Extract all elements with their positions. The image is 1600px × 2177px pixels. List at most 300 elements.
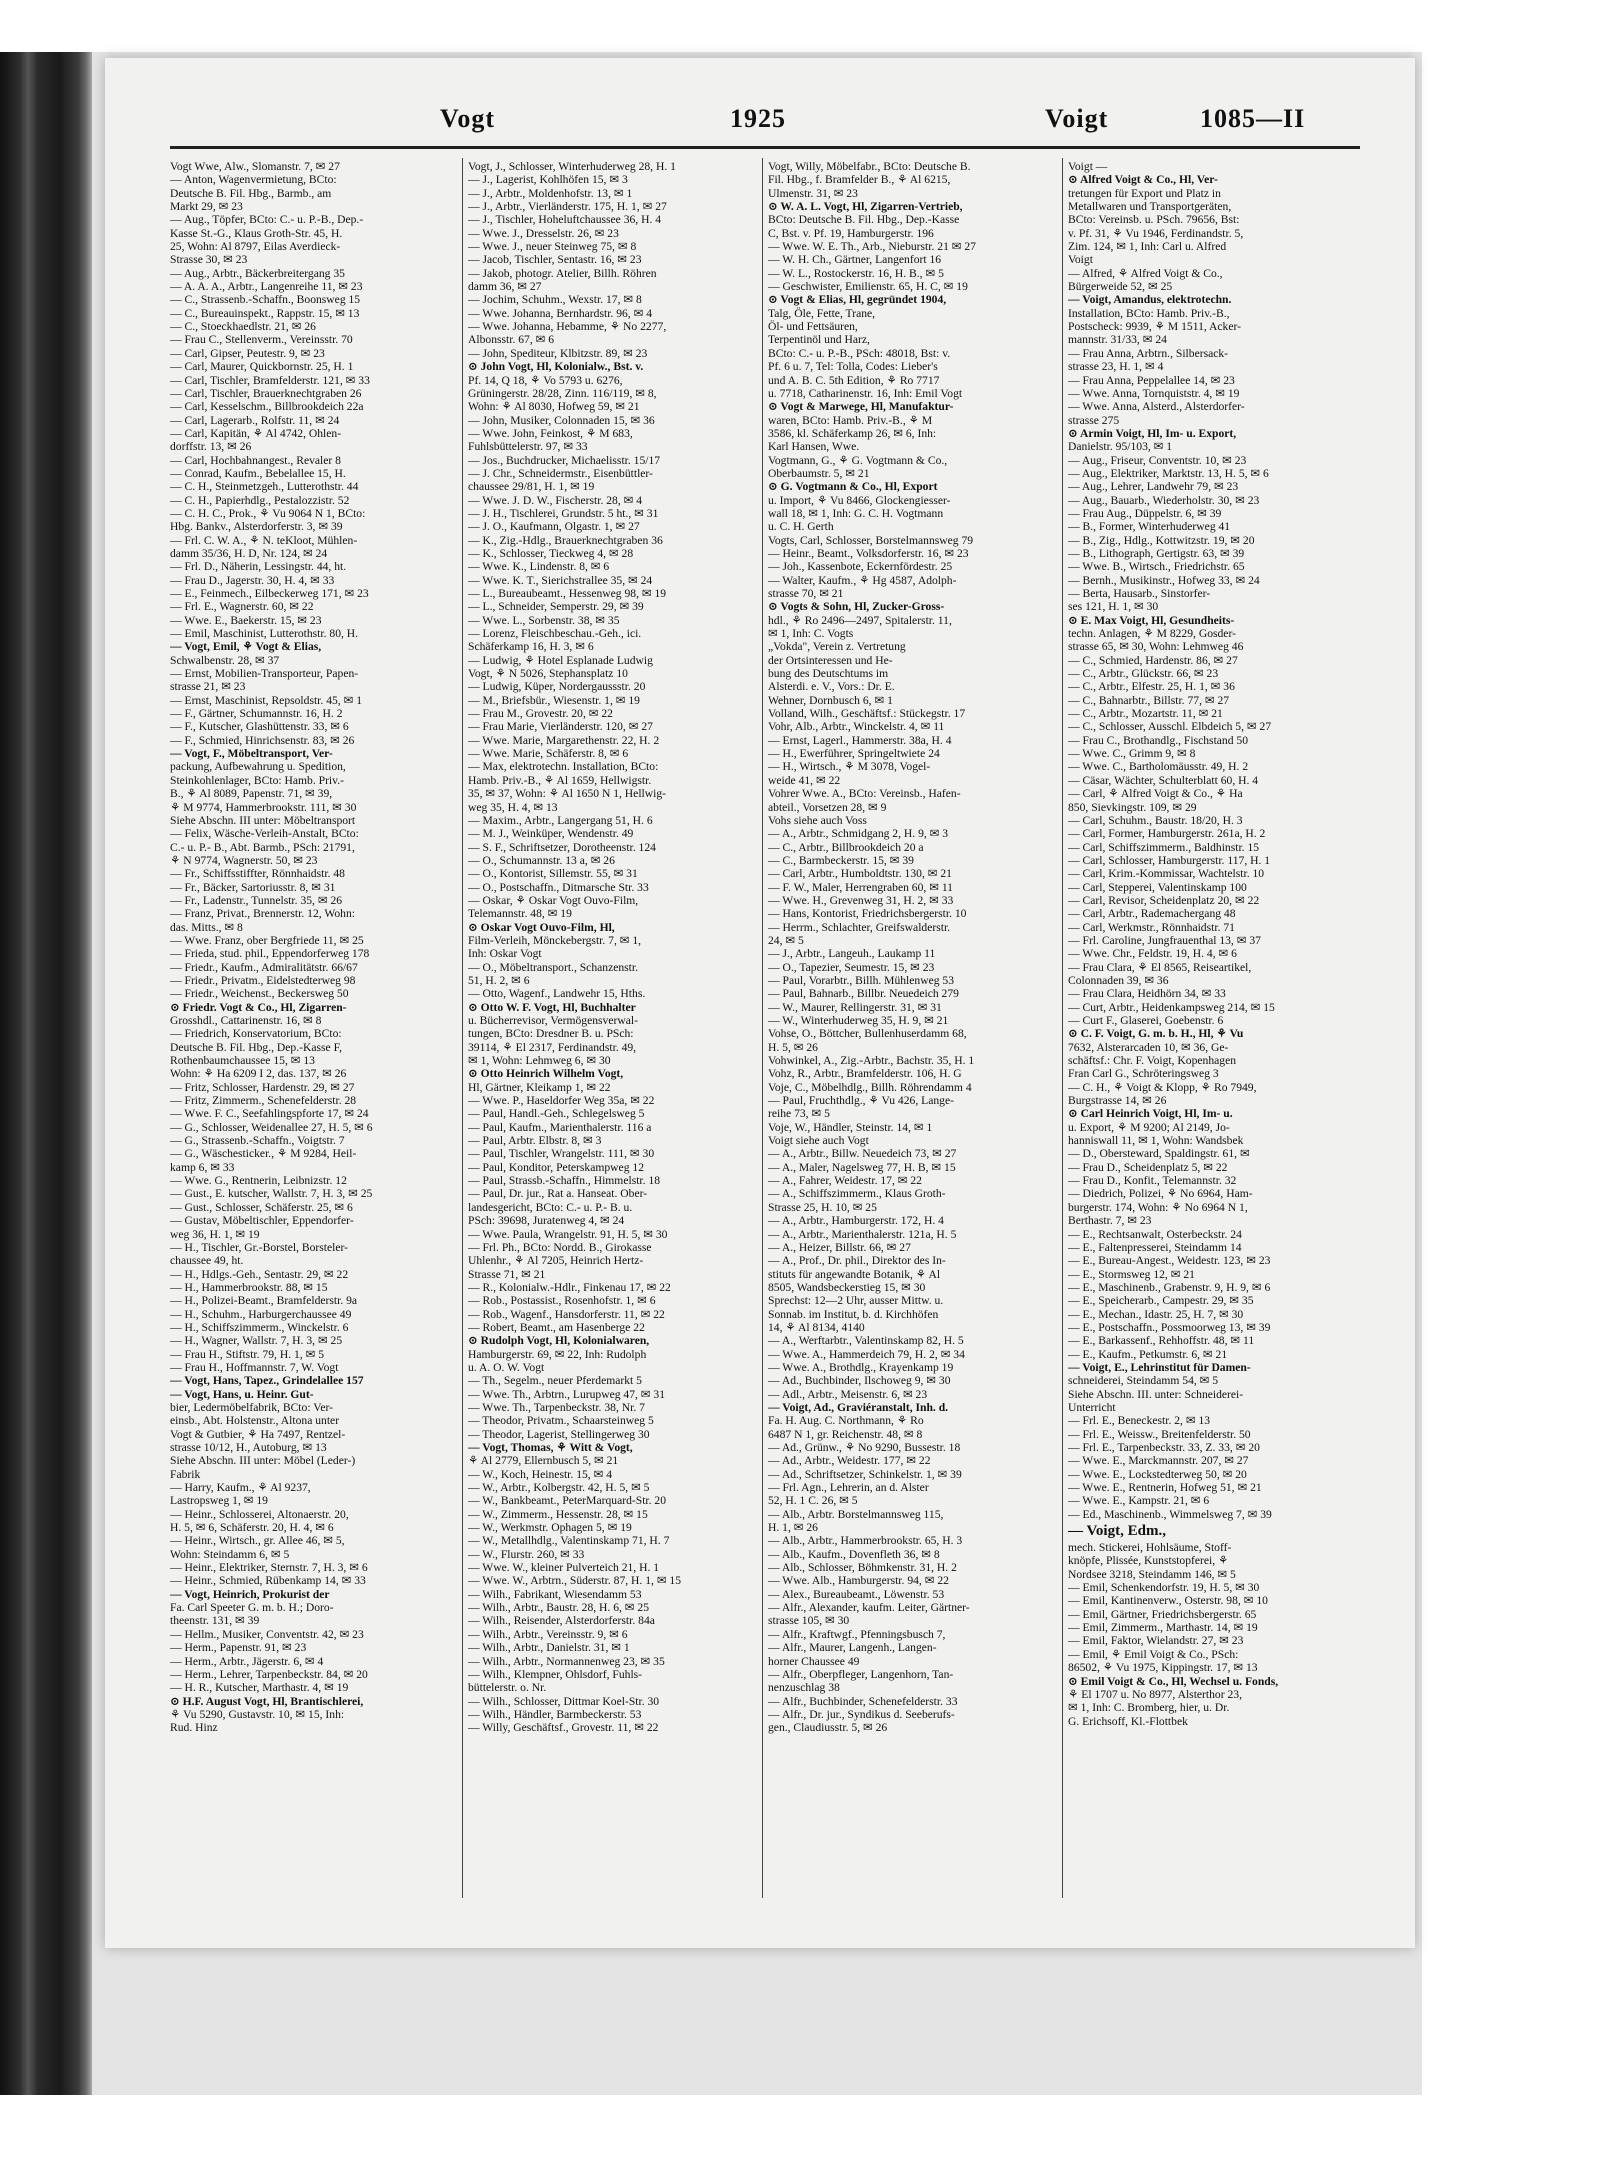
directory-entry-line: — Alfr., Dr. jur., Syndikus d. Seeberufs-	[768, 1707, 955, 1721]
directory-entry-line: büttelerstr. o. Nr.	[468, 1681, 547, 1695]
directory-entry-line: — F. W., Maler, Herrengraben 60, ✉ 11	[768, 880, 953, 894]
directory-entry-line: — E., Mechan., Idastr. 25, H. 7, ✉ 30	[1068, 1307, 1244, 1321]
directory-entry-line: — J. Chr., Schneidermstr., Eisenbüttler-	[468, 466, 653, 480]
directory-entry-line: — Emil, Kantinenverw., Osterstr. 98, ✉ 10	[1068, 1594, 1268, 1608]
directory-entry-line: — Herm., Arbtr., Jägerstr. 6, ✉ 4	[170, 1654, 324, 1668]
directory-entry-line: — Carl, Kesselschm., Billbrookdeich 22a	[170, 400, 364, 414]
directory-entry-line: — R., Kolonialw.-Hdlr., Finkenau 17, ✉ 22	[468, 1280, 671, 1294]
directory-entry-line: Bürgerweide 52, ✉ 25	[1068, 280, 1173, 294]
directory-entry-line: u. A. O. W. Vogt	[468, 1360, 545, 1374]
directory-entry-line: — Oskar, ⚘ Oskar Vogt Ouvo-Film,	[468, 893, 639, 907]
directory-entry-line: — Wwe. J., neuer Steinweg 75, ✉ 8	[468, 240, 637, 254]
directory-entry-line: — E., Feinmech., Eilbeckerweg 171, ✉ 23	[170, 587, 369, 600]
directory-entry-line: Danielstr. 95/103, ✉ 1	[1068, 440, 1173, 454]
directory-entry-line: packung, Aufbewahrung u. Spedition,	[170, 760, 346, 774]
directory-entry-line: Lastropsweg 1, ✉ 19	[170, 1494, 268, 1508]
directory-entry-line: — Alfr., Buchbinder, Schenefelderstr. 33	[768, 1694, 958, 1708]
directory-entry-line: — C. H., Steinmetzgeh., Lutterothstr. 44	[170, 480, 359, 494]
directory-entry-line: — A., Heizer, Billstr. 66, ✉ 27	[768, 1240, 911, 1254]
directory-entry-line: ⊙ G. Vogtmann & Co., Hl, Export	[768, 480, 938, 494]
directory-entry-line: u. C. H. Gerth	[768, 520, 834, 534]
directory-entry-line: — Rob., Postassist., Rosenhofstr. 1, ✉ 6	[468, 1294, 656, 1308]
directory-entry-line: Sprechst: 12—2 Uhr, ausser Mittw. u.	[768, 1294, 944, 1308]
directory-entry-line: weide 41, ✉ 22	[768, 773, 841, 787]
directory-entry-line: PSch: 39698, Juratenweg 4, ✉ 24	[468, 1214, 625, 1228]
directory-column-4	[1068, 160, 1360, 1900]
directory-entry-line: — Wwe. Anna, Tornquiststr. 4, ✉ 19	[1068, 386, 1240, 400]
directory-entry-line: Vogt, J., Schlosser, Winterhuderweg 28, H. 1	[468, 160, 676, 173]
directory-entry-line: — Frl. E., Beneckestr. 2, ✉ 13	[1068, 1414, 1211, 1428]
directory-entry-line: — Wwe. P., Haseldorfer Weg 35a, ✉ 22	[468, 1094, 655, 1108]
directory-entry-line: Steinkohlenlager, BCto: Hamb. Priv.-	[170, 773, 344, 787]
directory-entry-line: — E., Bureau-Angest., Weidestr. 123, ✉ 23	[1068, 1254, 1271, 1268]
directory-entry-line: — Frl. E., Tarpenbeckstr. 33, Z. 33, ✉ 20	[1068, 1441, 1260, 1454]
directory-entry-line: Fran Carl G., Schröteringsweg 3	[1068, 1067, 1219, 1081]
directory-entry-line: — Wwe. Franz, ober Bergfriede 11, ✉ 25	[170, 933, 364, 947]
directory-entry-line: Vogt Wwe, Alw., Slomanstr. 7, ✉ 27	[170, 160, 340, 173]
directory-entry-line: — H., Schiffszimmerm., Winckelstr. 6	[170, 1320, 349, 1334]
directory-entry-line: Film-Verleih, Mönckebergstr. 7, ✉ 1,	[468, 933, 642, 947]
directory-entry-line: — W., Winterhuderweg 35, H. 9, ✉ 21	[768, 1014, 949, 1027]
directory-entry-line: — Heinr., Elektriker, Sternstr. 7, H. 3, ✉ 6	[170, 1561, 368, 1575]
directory-entry-line: 51, H. 2, ✉ 6	[468, 973, 530, 987]
directory-entry-line: — Wilh., Fabrikant, Wiesendamm 53	[468, 1587, 642, 1601]
directory-entry-line: horner Chaussee 49	[768, 1654, 860, 1668]
directory-entry-line: ⊙ H.F. August Vogt, Hl, Brantischlerei,	[170, 1694, 364, 1708]
directory-entry-line: — F., Schmied, Hinrichsenstr. 83, ✉ 26	[170, 733, 355, 747]
directory-entry-line: — Aug., Bauarb., Wiederholstr. 30, ✉ 23	[1068, 493, 1260, 507]
directory-entry-line: BCto: C.- u. P.-B., PSch: 48018, Bst: v.	[768, 346, 951, 360]
directory-entry-line: — Diedrich, Polizei, ⚘ No 6964, Ham-	[1068, 1187, 1253, 1201]
directory-entry-line: — Jakob, photogr. Atelier, Billh. Röhren	[468, 266, 657, 280]
directory-entry-line: 7632, Alsterarcaden 10, ✉ 36, Ge-	[1068, 1040, 1229, 1054]
directory-entry-line: — B., Zig., Hdlg., Kottwitzstr. 19, ✉ 20	[1068, 533, 1255, 547]
directory-entry-line: — Friedr., Kaufm., Admiralitätstr. 66/67	[170, 960, 358, 974]
directory-entry-line: H. 5, ✉ 26	[768, 1040, 818, 1054]
header-page-number: 1085—II	[1200, 104, 1306, 133]
directory-entry-line: — Alfr., Maurer, Langenh., Langen-	[768, 1641, 937, 1655]
directory-entry-line: — Ludwig, Küper, Nordergaussstr. 20	[468, 680, 646, 694]
directory-entry-line: Vogtmann, G., ⚘ G. Vogtmann & Co.,	[768, 453, 948, 467]
directory-entry-line: — Felix, Wäsche-Verleih-Anstalt, BCto:	[170, 827, 359, 841]
directory-entry-line: — L., Bureaubeamt., Hessenweg 98, ✉ 19	[468, 587, 667, 600]
directory-entry-line: — Ernst, Lagerl., Hammerstr. 38a, H. 4	[768, 733, 952, 747]
directory-entry-line: — Frl. C. W. A., ⚘ N. teKloot, Mühlen-	[170, 533, 358, 547]
directory-entry-line: — C., Bureauinspekt., Rappstr. 15, ✉ 13	[170, 306, 360, 320]
directory-entry-line: — Frl. Agn., Lehrerin, an d. Alster	[768, 1481, 929, 1495]
directory-entry-line: — Frau D., Jagerstr. 30, H. 4, ✉ 33	[170, 573, 335, 587]
directory-entry-line: u. Import, ⚘ Vu 8466, Glockengiesser-	[768, 493, 951, 507]
directory-entry-line: — Alfr., Alexander, kaufm. Leiter, Gärtner-	[768, 1601, 970, 1615]
directory-entry-line: — H., Ewerführer, Springeltwiete 24	[768, 747, 940, 761]
directory-entry-line: — Fr., Bäcker, Sartoriusstr. 8, ✉ 31	[170, 880, 336, 894]
directory-entry-line: Schäferkamp 16, H. 3, ✉ 6	[468, 640, 594, 654]
directory-entry-line: — John, Musiker, Colonnaden 15, ✉ 36	[468, 413, 655, 427]
directory-entry-line: Rud. Hinz	[170, 1721, 218, 1735]
directory-entry-line: ⊙ Alfred Voigt & Co., Hl, Ver-	[1068, 173, 1218, 187]
directory-entry-line: tungen, BCto: Dresdner B. u. PSch:	[468, 1027, 634, 1041]
directory-entry-line: — Vogt, Heinrich, Prokurist der	[170, 1587, 330, 1601]
directory-entry-line: — Jacob, Tischler, Sentastr. 16, ✉ 23	[468, 253, 642, 267]
directory-entry-line: — E., Speicherarb., Campestr. 29, ✉ 35	[1068, 1294, 1254, 1308]
directory-entry-line: — H., Hammerbrookstr. 88, ✉ 15	[170, 1280, 328, 1294]
directory-entry-line: — Wwe. E., Marckmannstr. 207, ✉ 27	[1068, 1454, 1249, 1468]
directory-entry-line: burgerstr. 174, Wohn: ⚘ No 6964 N 1,	[1068, 1200, 1248, 1214]
directory-entry-line: Rothenbaumchaussee 15, ✉ 13	[170, 1054, 315, 1068]
directory-entry-line: Fil. Hbg., f. Bramfelder B., ⚘ Al 6215,	[768, 173, 951, 187]
directory-entry-line: gen., Claudiusstr. 5, ✉ 26	[768, 1721, 888, 1735]
directory-entry-line: — C., Arbtr., Billbrookdeich 20 a	[768, 840, 924, 854]
directory-entry-line: — Carl, Werkmstr., Rönnhaidstr. 71	[1068, 920, 1235, 934]
directory-entry-line: — Wwe. E., Rentnerin, Hofweg 51, ✉ 21	[1068, 1481, 1262, 1495]
directory-entry-line: — Paul, Kaufm., Marienthalerstr. 116 a	[468, 1120, 652, 1134]
directory-entry-line: — A., Fahrer, Weidestr. 17, ✉ 22	[768, 1174, 922, 1188]
directory-entry-line: 52, H. 1 C. 26, ✉ 5	[768, 1494, 858, 1508]
directory-entry-line: — Franz, Privat., Brennerstr. 12, Wohn:	[170, 907, 355, 921]
directory-entry-line: — Wilh., Händler, Barmbeckerstr. 53	[468, 1707, 642, 1721]
directory-entry-line: — Vogt, Thomas, ⚘ Witt & Vogt,	[468, 1441, 633, 1454]
directory-entry-line: — Paul, Vorarbtr., Billh. Mühlenweg 53	[768, 973, 955, 987]
directory-entry-line: — Carl, Krim.-Kommissar, Wachtelstr. 10	[1068, 867, 1265, 881]
directory-entry-line: — Heinr., Beamt., Volksdorferstr. 16, ✉ 23	[768, 546, 969, 560]
directory-entry-line: — Wwe. J. D. W., Fischerstr. 28, ✉ 4	[468, 493, 643, 507]
directory-entry-line: — Theodor, Lagerist, Stellingerweg 30	[468, 1427, 650, 1441]
directory-entry-line: Pf. 14, Q 18, ⚘ Vo 5793 u. 6276,	[468, 373, 623, 387]
directory-entry-line: — Carl, Arbtr., Humboldtstr. 130, ✉ 21	[768, 867, 952, 881]
header-rule	[170, 146, 1360, 149]
directory-entry-line: — A., Arbtr., Hamburgerstr. 172, H. 4	[768, 1214, 944, 1228]
header-year: 1925	[730, 104, 786, 133]
directory-entry-line: strasse 105, ✉ 30	[768, 1614, 850, 1628]
directory-entry-line: — Wwe. F. C., Seefahlingspforte 17, ✉ 24	[170, 1107, 369, 1121]
directory-entry-line: — Wwe. Chr., Feldstr. 19, H. 4, ✉ 6	[1068, 947, 1237, 961]
directory-entry-line: — Paul, Tischler, Wrangelstr. 111, ✉ 30	[468, 1147, 655, 1161]
directory-entry-line: — W., Zimmerm., Hessenstr. 28, ✉ 15	[468, 1507, 648, 1521]
directory-entry-line: — O., Schumannstr. 13 a, ✉ 26	[468, 853, 615, 867]
directory-entry-line: — Frl. Ph., BCto: Nordd. B., Girokasse	[468, 1240, 652, 1254]
directory-entry-line: Uhlenhr., ⚘ Al 7205, Heinrich Hertz-	[468, 1254, 644, 1268]
directory-entry-line: — Alfred, ⚘ Alfred Voigt & Co.,	[1068, 266, 1223, 280]
directory-entry-line: — Frau C., Brothandlg., Fischstand 50	[1068, 733, 1249, 747]
directory-entry-line: 39114, ⚘ El 2317, Ferdinandstr. 49,	[468, 1040, 637, 1054]
directory-entry-line: — J. H., Tischlerei, Grundstr. 5 ht., ✉ 31	[468, 506, 659, 520]
directory-entry-line: ⚘ Vu 5290, Gustavstr. 10, ✉ 15, Inh:	[170, 1707, 345, 1721]
directory-entry-line: u. Bücherrevisor, Vermögensverwal-	[468, 1014, 638, 1027]
directory-entry-line: — W. H. Ch., Gärtner, Langenfort 16	[768, 253, 942, 267]
directory-entry-line: — Wilh., Arbtr., Baustr. 28, H. 6, ✉ 25	[468, 1601, 650, 1615]
directory-entry-line: — O., Tapezier, Seumestr. 15, ✉ 23	[768, 960, 935, 974]
directory-entry-line: — H., Wirtsch., ⚘ M 3078, Vogel-	[768, 760, 931, 774]
directory-entry-line: — Wwe. C., Bartholomäusstr. 49, H. 2	[1068, 760, 1249, 774]
directory-entry-line: — A., Werftarbtr., Valentinskamp 82, H. 5	[768, 1334, 964, 1348]
directory-entry-line: — Frau Clara, Heidhörn 34, ✉ 33	[1068, 987, 1226, 1001]
directory-entry-line: — W., Maurer, Rellingerstr. 31, ✉ 31	[768, 1000, 942, 1014]
directory-entry-line: — A., Arbtr., Marienthalerstr. 121a, H. 5	[768, 1227, 957, 1241]
directory-entry-line: ⊙ Friedr. Vogt & Co., Hl, Zigarren-	[170, 1000, 347, 1014]
directory-entry-line: — Carl, Schuhm., Baustr. 18/20, H. 3	[1068, 813, 1243, 827]
directory-entry-line: chaussee 29/81, H. 1, ✉ 19	[468, 480, 595, 494]
directory-entry-line: BCto: Deutsche B. Fil. Hbg., Dep.-Kasse	[768, 213, 960, 227]
directory-entry-line: — Paul, Strassb.-Schaffn., Himmelstr. 18	[468, 1174, 661, 1188]
directory-entry-line: — O., Möbeltransport., Schanzenstr.	[468, 960, 639, 974]
directory-entry-line: — J., Tischler, Hoheluftchaussee 36, H. 4	[468, 213, 662, 227]
directory-entry-line: Grosshdl., Cattarinenstr. 16, ✉ 8	[170, 1014, 322, 1027]
directory-entry-line: — E., Kaufm., Petkumstr. 6, ✉ 21	[1068, 1347, 1228, 1361]
directory-entry-line: — C. H., Papierhdlg., Pestalozzistr. 52	[170, 493, 350, 507]
directory-entry-line: — Maxim., Arbtr., Langergang 51, H. 6	[468, 813, 653, 827]
directory-entry-line: — J., Lagerist, Kohlhöfen 15, ✉ 3	[468, 173, 628, 187]
directory-entry-line: Vohwinkel, A., Zig.-Arbtr., Bachstr. 35, H. 1	[768, 1054, 975, 1068]
directory-entry-line: — G., Wäschesticker., ⚘ M 9284, Heil-	[170, 1147, 357, 1161]
directory-entry-line: — Frl. E., Wagnerstr. 60, ✉ 22	[170, 600, 314, 614]
directory-entry-line: — Wwe. E., Lockstedterweg 50, ✉ 20	[1068, 1467, 1247, 1481]
directory-entry-line: Pf. 6 u. 7, Tel: Tolla, Codes: Lieber's	[768, 360, 938, 374]
directory-entry-line: — Wilh., Arbtr., Normannenweg 23, ✉ 35	[468, 1654, 665, 1668]
directory-entry-line: — Wilh., Reisender, Alsterdorferstr. 84a	[468, 1614, 655, 1628]
directory-entry-line: ⚘ El 1707 u. No 8977, Alsterthor 23,	[1068, 1687, 1242, 1701]
directory-entry-line: — Ad., Arbtr., Weidestr. 177, ✉ 22	[768, 1454, 931, 1468]
directory-entry-line: — Herm., Lehrer, Tarpenbeckstr. 84, ✉ 20	[170, 1667, 368, 1681]
directory-entry-line: strasse 65, ✉ 30, Wohn: Lehmweg 46	[1068, 640, 1244, 654]
directory-entry-line: — Wilh., Arbtr., Vereinsstr. 9, ✉ 6	[468, 1627, 628, 1641]
directory-entry-line: — Adl., Arbtr., Meisenstr. 6, ✉ 23	[768, 1387, 928, 1401]
directory-entry-line: — Hans, Kontorist, Friedrichsbergerstr. 10	[768, 907, 967, 921]
directory-entry-line: — Frau M., Grovestr. 20, ✉ 22	[468, 707, 613, 721]
directory-entry-line: Unterricht	[1068, 1400, 1116, 1414]
directory-entry-line: techn. Anlagen, ⚘ M 8229, Gosder-	[1068, 627, 1236, 641]
directory-entry-line: — Harry, Kaufm., ⚘ Al 9237,	[170, 1481, 311, 1495]
directory-entry-line: — Carl, Arbtr., Rademachergang 48	[1068, 907, 1236, 921]
directory-entry-line: — Wwe. C., Grimm 9, ✉ 8	[1068, 747, 1196, 761]
directory-entry-line: — Paul, Fruchthdlg., ⚘ Vu 426, Lange-	[768, 1094, 954, 1108]
header-left-word: Vogt	[440, 104, 496, 133]
directory-entry-line: v. Pf. 31, ⚘ Vu 1946, Ferdinandstr. 5,	[1068, 226, 1244, 240]
directory-entry-line: — Frau H., Hoffmannstr. 7, W. Vogt	[170, 1360, 339, 1374]
directory-entry-line: — Emil, Zimmerm., Marthastr. 14, ✉ 19	[1068, 1621, 1258, 1635]
directory-entry-line: — J., Arbtr., Vierländerstr. 175, H. 1, ✉ 27	[468, 200, 667, 214]
directory-entry-line: Hamburgerstr. 69, ✉ 22, Inh: Rudolph	[468, 1347, 647, 1361]
directory-entry-line: Hamb. Priv.-B., ⚘ Al 1659, Hellwigstr.	[468, 773, 652, 787]
directory-entry-line: Inh: Oskar Vogt	[468, 947, 542, 961]
directory-entry-line: — Wwe. Johanna, Bernhardstr. 96, ✉ 4	[468, 306, 653, 320]
directory-entry-line: — Frau D., Scheidenplatz 5, ✉ 22	[1068, 1160, 1228, 1174]
directory-entry-line: — Vogt, Hans, u. Heinr. Gut-	[170, 1387, 314, 1401]
directory-entry-line: — Frl. D., Näherin, Lessingstr. 44, ht.	[170, 560, 347, 574]
directory-entry-line: — Heinr., Wirtsch., gr. Allee 46, ✉ 5,	[170, 1534, 345, 1548]
directory-entry-line: — Wwe. E., Baekerstr. 15, ✉ 23	[170, 613, 322, 627]
directory-entry-line: — Ad., Grünw., ⚘ No 9290, Bussestr. 18	[768, 1441, 961, 1454]
directory-entry-line: — Alb., Arbtr. Borstelmannsweg 115,	[768, 1507, 944, 1521]
directory-entry-line: mech. Stickerei, Hohlsäume, Stoff-	[1068, 1541, 1232, 1555]
directory-entry-line: — Carl, Revisor, Scheidenplatz 20, ✉ 22	[1068, 893, 1260, 907]
directory-entry-line: Voigt	[1068, 253, 1093, 267]
directory-entry-line: chaussee 49, ht.	[170, 1254, 244, 1268]
directory-entry-line: Fa. Carl Speeter G. m. b. H.; Doro-	[170, 1601, 334, 1615]
directory-entry-line: — Wwe. K., Lindenstr. 8, ✉ 6	[468, 560, 610, 574]
directory-entry-line: — Wwe. Marie, Schäferstr. 8, ✉ 6	[468, 747, 629, 761]
directory-entry-line: — Frau Clara, ⚘ El 8565, Reiseartikel,	[1068, 960, 1252, 974]
directory-entry-line: — A., Arbtr., Billw. Neuedeich 73, ✉ 27	[768, 1147, 957, 1161]
directory-entry-line: — Frau Aug., Düppelstr. 6, ✉ 39	[1068, 506, 1222, 520]
directory-entry-line: Berthastr. 7, ✉ 23	[1068, 1214, 1152, 1228]
directory-entry-line: Vogts, Carl, Schlosser, Borstelmannsweg 79	[768, 533, 974, 547]
directory-entry-line: 14, ⚘ Al 8134, 4140	[768, 1320, 865, 1334]
column-divider	[462, 158, 463, 1898]
directory-entry-line: — Carl, Schlosser, Hamburgerstr. 117, H. 1	[1068, 853, 1271, 867]
directory-entry-line: — Ed., Maschinenb., Wimmelsweg 7, ✉ 39	[1068, 1507, 1272, 1521]
directory-entry-line: theenstr. 131, ✉ 39	[170, 1614, 260, 1628]
directory-entry-line: — Fr., Schiffsstiffter, Rönnhaidstr. 48	[170, 867, 345, 881]
directory-entry-line: — C., Arbtr., Mozartstr. 11, ✉ 21	[1068, 707, 1223, 721]
directory-entry-line: reihe 73, ✉ 5	[768, 1107, 830, 1121]
directory-entry-line: ⊙ Emil Voigt & Co., Hl, Wechsel u. Fonds,	[1068, 1674, 1279, 1688]
directory-entry-line: — Frl. Caroline, Jungfrauenthal 13, ✉ 37	[1068, 933, 1261, 947]
directory-entry-line: Postscheck: 9939, ⚘ M 1511, Acker-	[1068, 320, 1241, 334]
directory-entry-line: — Rob., Wagenf., Hansdorferstr. 11, ✉ 22	[468, 1307, 665, 1321]
directory-entry-line: „Vokda", Verein z. Vertretung	[768, 640, 906, 654]
directory-entry-line: ⊙ Armin Voigt, Hl, Im- u. Export,	[1068, 426, 1237, 440]
directory-entry-line: — Heinr., Schmied, Rübenkamp 14, ✉ 33	[170, 1574, 366, 1588]
directory-entry-line: — Conrad, Kaufm., Bebelallee 15, H.	[170, 466, 346, 480]
directory-entry-line: ⊙ Vogts & Sohn, Hl, Zucker-Gross-	[768, 600, 945, 614]
directory-entry-line: — Wwe. John, Feinkost, ⚘ M 683,	[468, 426, 633, 440]
directory-entry-line: Hl, Gärtner, Kleikamp 1, ✉ 22	[468, 1080, 611, 1094]
page-header	[170, 104, 1360, 144]
directory-entry-line: bier, Ledermöbelfabrik, BCto: Ver-	[170, 1400, 333, 1414]
directory-entry-line: — Carl, Hochbahnangest., Revaler 8	[170, 453, 341, 467]
directory-entry-line: Kasse St.-G., Klaus Groth-Str. 45, H.	[170, 226, 343, 240]
directory-entry-line: u. 7718, Catharinenstr. 16, Inh: Emil Vogt	[768, 386, 963, 400]
directory-entry-line: schäftsf.: Chr. F. Voigt, Kopenhagen	[1068, 1054, 1237, 1068]
directory-entry-line: — C., Arbtr., Elfestr. 25, H. 1, ✉ 36	[1068, 680, 1235, 694]
directory-entry-line: — E., Stormsweg 12, ✉ 21	[1068, 1267, 1195, 1281]
directory-entry-line: Fa. H. Aug. C. Northmann, ⚘ Ro	[768, 1414, 924, 1428]
directory-entry-line: Albonsstr. 67, ✉ 6	[468, 333, 555, 347]
directory-entry-line: ⚘ Al 2779, Ellernbusch 5, ✉ 21	[468, 1454, 619, 1468]
directory-entry-line: ⊙ Otto Heinrich Wilhelm Vogt,	[468, 1067, 624, 1081]
directory-entry-line: — Aug., Arbtr., Bäckerbreitergang 35	[170, 266, 345, 280]
directory-entry-line: Voigt siehe auch Vogt	[768, 1134, 869, 1148]
directory-entry-line: ⚘ M 9774, Hammerbrookstr. 111, ✉ 30	[170, 800, 357, 814]
directory-entry-line: — Wwe. W., Arbtrn., Süderstr. 87, H. 1, ✉ 15	[468, 1574, 682, 1588]
directory-entry-line: — Alfr., Kraftwgf., Pfenningsbusch 7,	[768, 1627, 946, 1641]
directory-entry-line: — Theodor, Privatm., Schaarsteinweg 5	[468, 1414, 654, 1428]
directory-entry-line: — Carl, Former, Hamburgerstr. 261a, H. 2	[1068, 827, 1266, 841]
directory-entry-line: damm 36, ✉ 27	[468, 280, 542, 294]
directory-entry-line: — E., Maschinenb., Grabenstr. 9, H. 9, ✉ 6	[1068, 1280, 1271, 1294]
directory-entry-line: Volland, Wilh., Geschäftsf.: Stückegstr. 17	[768, 707, 966, 721]
directory-entry-line: ⊙ Vogt & Marwege, Hl, Manufaktur-	[768, 400, 954, 414]
directory-entry-line: — Fr., Ladenstr., Tunnelstr. 35, ✉ 26	[170, 893, 343, 907]
directory-entry-line: Strasse 25, H. 10, ✉ 25	[768, 1200, 877, 1214]
directory-entry-line: — J., Arbtr., Moldenhofstr. 13, ✉ 1	[468, 186, 633, 200]
directory-entry-line: — E., Faltenpresserei, Steindamm 14	[1068, 1240, 1242, 1254]
directory-entry-line: Oberbaumstr. 5, ✉ 21	[768, 466, 870, 480]
directory-entry-line: Voje, W., Händler, Steinstr. 14, ✉ 1	[768, 1120, 933, 1134]
directory-column-1	[170, 160, 458, 1900]
directory-entry-line: — Curt F., Glaserei, Goebenstr. 6	[1068, 1014, 1224, 1027]
directory-entry-line: Vohz, R., Arbtr., Bramfelderstr. 106, H. G	[768, 1067, 962, 1081]
directory-entry-line: Wehner, Dornbusch 6, ✉ 1	[768, 693, 893, 707]
directory-entry-line: — Fritz, Zimmerm., Schenefelderstr. 28	[170, 1094, 357, 1108]
directory-entry-line: — Aug., Elektriker, Marktstr. 13, H. 5, ✉ 6	[1068, 466, 1269, 480]
directory-entry-line: — Cäsar, Wächter, Schulterblatt 60, H. 4	[1068, 773, 1259, 787]
directory-entry-line: — John, Spediteur, Klbitzstr. 89, ✉ 23	[468, 346, 648, 360]
directory-entry-line: — Wwe. W. E. Th., Arb., Nieburstr. 21 ✉ 27	[768, 240, 976, 254]
directory-entry-line: — K., Zig.-Hdlg., Brauerknechtgraben 36	[468, 533, 663, 547]
directory-entry-line: — Berta, Hausarb., Sinstorfer-	[1068, 587, 1211, 600]
directory-entry-line: Nordsee 3218, Steindamm 146, ✉ 5	[1068, 1567, 1236, 1581]
directory-entry-line: — C., Strassenb.-Schaffn., Boonsweg 15	[170, 293, 361, 307]
directory-entry-line: — W., Arbtr., Kolbergstr. 42, H. 5, ✉ 5	[468, 1481, 650, 1495]
directory-entry-line: — J. O., Kaufmann, Olgastr. 1, ✉ 27	[468, 520, 640, 534]
directory-entry-line: — H., Hdlgs.-Geh., Sentastr. 29, ✉ 22	[170, 1267, 349, 1281]
directory-entry-line: C, Bst. v. Pf. 19, Hamburgerstr. 196	[768, 226, 934, 240]
directory-entry-line: — F., Gärtner, Schumannstr. 16, H. 2	[170, 707, 343, 721]
directory-entry-line: und A. B. C. 5th Edition, ⚘ Ro 7717	[768, 373, 940, 387]
directory-entry-line: — Wwe. Anna, Alsterd., Alsterdorfer-	[1068, 400, 1245, 414]
directory-entry-line: Grüningerstr. 28/28, Zinn. 116/119, ✉ 8,	[468, 386, 657, 400]
directory-entry-line: 25, Wohn: Al 8797, Eilas Averdieck-	[170, 240, 341, 254]
directory-entry-line: 6487 N 1, gr. Reichenstr. 48, ✉ 8	[768, 1427, 923, 1441]
directory-entry-line: — Ad., Buchbinder, Ilschoweg 9, ✉ 30	[768, 1374, 951, 1388]
directory-entry-line: — A., Maler, Nagelsweg 77, H. B, ✉ 15	[768, 1160, 956, 1174]
directory-entry-line: ⚘ N 9774, Wagnerstr. 50, ✉ 23	[170, 853, 318, 867]
directory-entry-line: strasse 70, ✉ 21	[768, 587, 844, 600]
directory-entry-line: weg 35, H. 4, ✉ 13	[468, 800, 558, 814]
directory-entry-line: tretungen für Export und Platz in	[1068, 186, 1221, 200]
directory-entry-line: — Geschwister, Emilienstr. 65, H. C, ✉ 19	[768, 280, 968, 294]
directory-entry-line: — Frau D., Konfit., Telemannstr. 32	[1068, 1174, 1237, 1188]
directory-entry-line: nenzuschlag 38	[768, 1681, 840, 1695]
directory-entry-line: hanniswall 11, ✉ 1, Wohn: Wandsbek	[1068, 1134, 1244, 1148]
directory-entry-line: — Carl, Kapitän, ⚘ Al 4742, Ohlen-	[170, 426, 342, 440]
directory-entry-line: — Alex., Bureaubeamt., Löwenstr. 53	[768, 1587, 945, 1601]
directory-entry-line: — Gustav, Möbeltischler, Eppendorfer-	[170, 1214, 354, 1228]
directory-column-3	[768, 160, 1060, 1900]
directory-entry-line: — Paul, Handl.-Geh., Schlegelsweg 5	[468, 1107, 645, 1121]
directory-entry-line: Öl- und Fettsäuren,	[768, 320, 858, 334]
directory-entry-line: waren, BCto: Hamb. Priv.-B., ⚘ M	[768, 413, 933, 427]
directory-entry-line: — E., Rechtsanwalt, Osterbeckstr. 24	[1068, 1227, 1242, 1241]
directory-entry-line: Metallwaren und Transportgeräten,	[1068, 200, 1232, 214]
directory-entry-line: Siehe Abschn. III unter: Möbel (Leder-)	[170, 1454, 356, 1468]
book-binding	[0, 52, 92, 2095]
directory-entry-line: — Wwe. K. T., Sierichstrallee 35, ✉ 24	[468, 573, 653, 587]
directory-entry-line: — Carl, Tischler, Bramfelderstr. 121, ✉ 33	[170, 373, 370, 387]
directory-entry-line: — Wwe. E., Kampstr. 21, ✉ 6	[1068, 1494, 1210, 1508]
directory-entry-line: — Wwe. Paula, Wrangelstr. 91, H. 5, ✉ 30	[468, 1227, 668, 1241]
directory-entry-line: — Emil, ⚘ Emil Voigt & Co., PSch:	[1068, 1647, 1239, 1661]
directory-entry-line: wall 18, ✉ 1, Inh: G. C. H. Vogtmann	[768, 506, 944, 520]
directory-entry-line: — Jos., Buchdrucker, Michaelisstr. 15/17	[468, 453, 661, 467]
directory-entry-line: 3586, kl. Schäferkamp 26, ✉ 6, Inh:	[768, 426, 937, 440]
directory-entry-line: — Paul, Arbtr. Elbstr. 8, ✉ 3	[468, 1134, 602, 1148]
directory-entry-line: dorffstr. 13, ✉ 26	[170, 440, 252, 454]
directory-entry-line: 850, Sievkingstr. 109, ✉ 29	[1068, 800, 1197, 814]
directory-entry-line: Sonnab. im Institut, b. d. Kirchhöfen	[768, 1307, 939, 1321]
directory-entry-line: — Jochim, Schuhm., Wexstr. 17, ✉ 8	[468, 293, 642, 307]
directory-entry-line: — E., Barkassenf., Rehhoffstr. 48, ✉ 11	[1068, 1334, 1255, 1348]
directory-entry-line: — B., Former, Winterhuderweg 41	[1068, 520, 1231, 534]
directory-entry-line: Wohn: ⚘ Ha 6209 I 2, das. 137, ✉ 26	[170, 1067, 347, 1081]
directory-entry-line: — Ludwig, ⚘ Hotel Esplanade Ludwig	[468, 653, 653, 667]
directory-entry-line: strasse 10/12, H., Autoburg, ✉ 13	[170, 1441, 327, 1454]
directory-entry-line: — Wwe. W., kleiner Pulverteich 21, H. 1	[468, 1561, 660, 1575]
directory-entry-line: — Robert, Beamt., am Hasenberge 22	[468, 1320, 645, 1334]
directory-entry-line: — Heinr., Schlosserei, Altonaerstr. 20,	[170, 1507, 349, 1521]
directory-entry-line: — Frl. E., Weissw., Breitenfelderstr. 50	[1068, 1427, 1251, 1441]
